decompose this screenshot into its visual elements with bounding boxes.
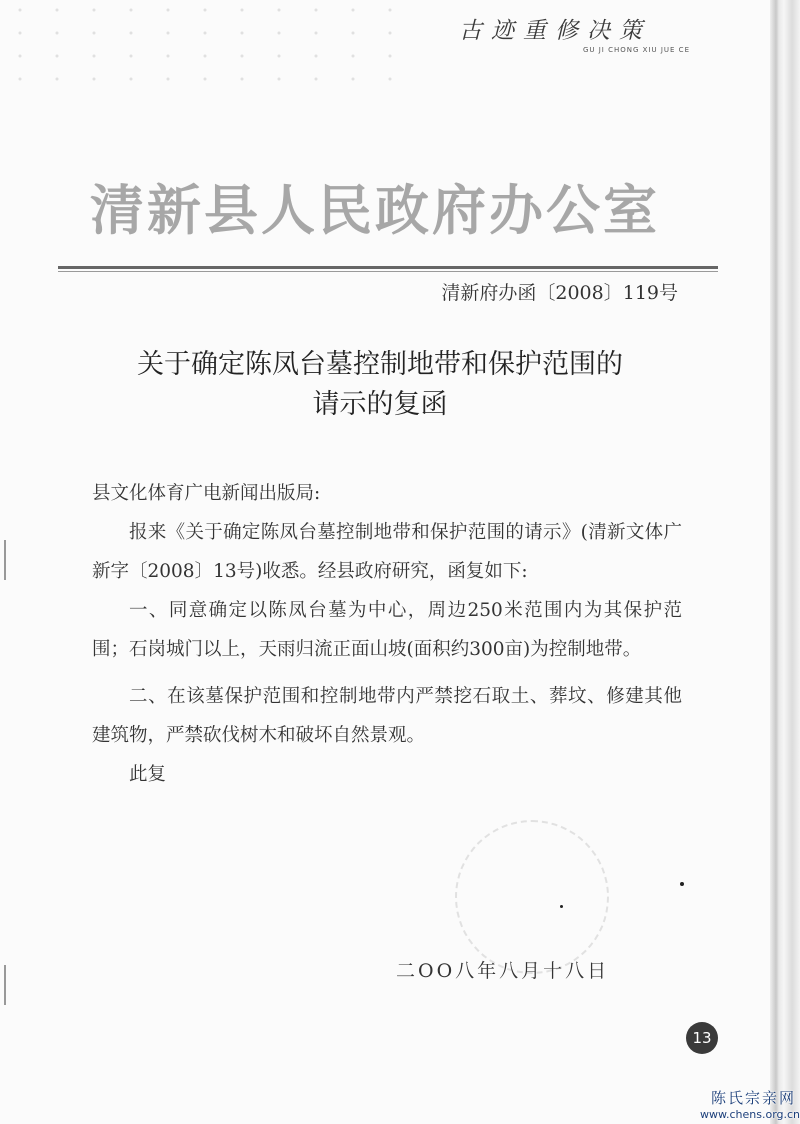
scan-edge-mark [4,965,6,1005]
page-binding-edge [770,0,800,1124]
series-title: 古迹重修决策 [459,18,651,44]
watermark-name: 陈氏宗亲网 [710,1089,796,1107]
paragraph-3: 二、在该墓保护范围和控制地带内严禁挖石取土、葬坟、修建其他建筑物，严禁砍伐树木和破坏自然景观。 [92,686,682,746]
page-number: 13 [686,1022,718,1054]
watermark-url: www.chens.org.cn [700,1108,800,1121]
official-seal [455,820,609,974]
issuer-heading: 清新县人民政府办公室 [90,178,660,242]
closing: 此复 [129,764,167,785]
heading-rule [58,266,718,269]
document-number: 清新府办函〔2008〕119号 [441,282,678,304]
paragraph-2: 一、同意确定以陈凤台墓为中心，周边250米范围内为其保护范围；石岗城门以上，天雨归流正面山坡(面积约300亩)为控制地带。 [92,600,682,660]
running-header [410,12,700,54]
document-body [92,474,682,794]
issue-date: 二OO八年八月十八日 [396,960,610,982]
heading-rule-thin [58,271,718,272]
series-pinyin: GU JI CHONG XIU JUE CE [582,46,690,54]
addressee: 县文化体育广电新闻出版局: [92,483,321,504]
scan-speck [560,905,563,908]
scan-edge-mark [4,540,6,580]
scan-speck [680,882,684,886]
scan-noise [0,0,420,90]
title-line-1: 关于确定陈凤台墓控制地带和保护范围的 [137,349,623,380]
paragraph-1: 报来《关于确定陈凤台墓控制地带和保护范围的请示》(清新文体广新字〔2008〕13号)收悉。经县政府研究，函复如下: [92,522,682,582]
title-line-2: 请示的复函 [312,389,448,420]
document-title [100,345,660,425]
site-watermark [700,1087,800,1124]
